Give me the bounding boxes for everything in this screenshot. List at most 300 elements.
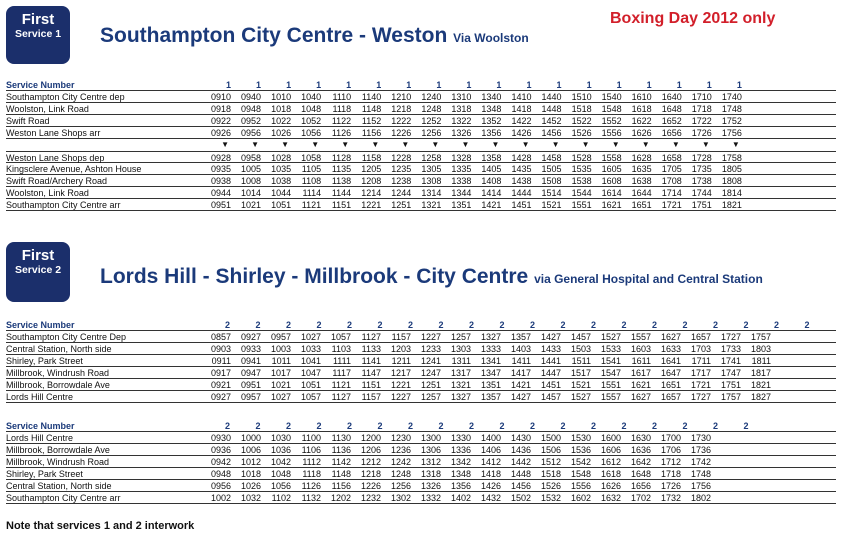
service-number: 1 bbox=[436, 80, 442, 90]
time-cell: 1338 bbox=[451, 176, 472, 186]
service-number: 2 bbox=[346, 421, 352, 431]
timetable-row bbox=[6, 91, 836, 103]
time-cell: 1558 bbox=[601, 153, 622, 163]
time-cell: 1111 bbox=[332, 356, 351, 366]
time-cell: 1317 bbox=[450, 368, 471, 378]
time-cell: 1048 bbox=[301, 104, 322, 114]
time-cell: 1158 bbox=[361, 153, 382, 163]
time-cell: 1138 bbox=[331, 176, 352, 186]
service-1-title bbox=[100, 24, 529, 48]
service-number: 2 bbox=[499, 421, 505, 431]
continues-arrow-icon: ▼ bbox=[251, 140, 260, 149]
stop-name: Lords Hill Centre bbox=[6, 392, 74, 402]
badge-service: Service 1 bbox=[14, 28, 62, 40]
time-cell: 1335 bbox=[451, 164, 472, 174]
time-cell: 0911 bbox=[211, 356, 231, 366]
time-cell: 1430 bbox=[510, 433, 531, 443]
time-cell: 1256 bbox=[421, 128, 442, 138]
time-cell: 1010 bbox=[271, 92, 292, 102]
service-number: 2 bbox=[499, 320, 505, 330]
service-number: 2 bbox=[316, 421, 322, 431]
time-cell: 1028 bbox=[271, 153, 292, 163]
time-cell: 0918 bbox=[210, 104, 231, 114]
service-number: 2 bbox=[346, 320, 352, 330]
time-cell: 1211 bbox=[391, 356, 411, 366]
time-cell: 1411 bbox=[511, 356, 531, 366]
time-cell: 1630 bbox=[630, 433, 651, 443]
time-cell: 1132 bbox=[301, 493, 321, 503]
time-cell: 1052 bbox=[301, 116, 322, 126]
service-number: 2 bbox=[468, 320, 474, 330]
stop-name: Southampton City Centre arr bbox=[6, 493, 121, 503]
time-cell: 1611 bbox=[631, 356, 651, 366]
service-number: 2 bbox=[743, 320, 749, 330]
timetable-row bbox=[6, 367, 836, 379]
time-cell: 1152 bbox=[361, 116, 382, 126]
time-cell: 1327 bbox=[450, 392, 471, 402]
time-cell: 1602 bbox=[570, 493, 591, 503]
time-cell: 1518 bbox=[540, 469, 561, 479]
time-cell: 1306 bbox=[420, 445, 441, 455]
time-cell: 1736 bbox=[690, 445, 711, 455]
timetable-row bbox=[6, 432, 836, 444]
time-cell: 0951 bbox=[210, 200, 231, 210]
time-cell: 1751 bbox=[720, 380, 741, 390]
time-cell: 1402 bbox=[450, 493, 471, 503]
service-number: 2 bbox=[407, 320, 413, 330]
time-cell: 1648 bbox=[661, 104, 682, 114]
time-cell: 0957 bbox=[240, 392, 261, 402]
time-cell: 1538 bbox=[571, 176, 592, 186]
service-number: 2 bbox=[773, 320, 779, 330]
badge-service: Service 2 bbox=[14, 264, 62, 276]
time-cell: 1000 bbox=[240, 433, 261, 443]
time-cell: 1421 bbox=[510, 380, 531, 390]
time-cell: 1217 bbox=[390, 368, 411, 378]
service-1-timetable bbox=[6, 79, 836, 211]
time-cell: 1522 bbox=[571, 116, 592, 126]
time-cell: 1726 bbox=[691, 128, 712, 138]
time-cell: 1021 bbox=[270, 380, 291, 390]
service-2-timetable-return bbox=[6, 420, 836, 504]
service-number: 2 bbox=[377, 421, 383, 431]
time-cell: 1718 bbox=[691, 104, 712, 114]
time-cell: 1621 bbox=[601, 200, 622, 210]
time-cell: 1756 bbox=[690, 481, 711, 491]
stop-name: Swift Road bbox=[6, 116, 50, 126]
time-cell: 1636 bbox=[630, 445, 651, 455]
time-cell: 1805 bbox=[721, 164, 742, 174]
time-cell: 1742 bbox=[690, 457, 711, 467]
service-number: 2 bbox=[590, 320, 596, 330]
time-cell: 1551 bbox=[571, 200, 592, 210]
time-cell: 1156 bbox=[331, 481, 351, 491]
time-cell: 1017 bbox=[270, 368, 291, 378]
time-cell: 1528 bbox=[571, 153, 592, 163]
time-cell: 1018 bbox=[240, 469, 261, 479]
time-cell: 1308 bbox=[421, 176, 442, 186]
time-cell: 1321 bbox=[450, 380, 471, 390]
time-cell: 1732 bbox=[660, 493, 681, 503]
time-cell: 1505 bbox=[541, 164, 562, 174]
time-cell: 1206 bbox=[360, 445, 381, 455]
timetable-row bbox=[6, 115, 836, 127]
time-cell: 1027 bbox=[300, 332, 321, 342]
timetable-row bbox=[6, 331, 836, 343]
stop-name: Millbrook, Borrowdale Ave bbox=[6, 380, 110, 390]
continues-arrow-icon: ▼ bbox=[281, 140, 290, 149]
time-cell: 1051 bbox=[300, 380, 321, 390]
time-cell: 1821 bbox=[721, 200, 742, 210]
time-cell: 1535 bbox=[571, 164, 592, 174]
time-cell: 1727 bbox=[690, 392, 711, 402]
time-cell: 1705 bbox=[661, 164, 682, 174]
time-cell: 1621 bbox=[630, 380, 651, 390]
time-cell: 1230 bbox=[390, 433, 411, 443]
time-cell: 1102 bbox=[271, 493, 291, 503]
time-cell: 1056 bbox=[301, 128, 322, 138]
time-cell: 1628 bbox=[631, 153, 652, 163]
time-cell: 1326 bbox=[451, 128, 472, 138]
continues-arrow-icon: ▼ bbox=[401, 140, 410, 149]
time-cell: 1326 bbox=[420, 481, 441, 491]
time-cell: 1451 bbox=[511, 200, 532, 210]
time-cell: 1512 bbox=[540, 457, 561, 467]
service-number: 1 bbox=[736, 80, 742, 90]
time-cell: 1032 bbox=[240, 493, 261, 503]
time-cell: 1728 bbox=[691, 153, 712, 163]
time-cell: 1328 bbox=[451, 153, 472, 163]
time-cell: 1722 bbox=[691, 116, 712, 126]
service-number: 2 bbox=[407, 421, 413, 431]
time-cell: 1521 bbox=[570, 380, 591, 390]
service-number: 2 bbox=[255, 320, 261, 330]
time-cell: 1417 bbox=[510, 368, 531, 378]
time-cell: 1657 bbox=[660, 392, 681, 402]
time-cell: 1005 bbox=[241, 164, 262, 174]
time-cell: 1803 bbox=[750, 344, 771, 354]
timetable-row bbox=[6, 127, 836, 139]
time-cell: 1811 bbox=[751, 356, 771, 366]
time-cell: 1700 bbox=[660, 433, 681, 443]
time-cell: 0933 bbox=[240, 344, 261, 354]
time-cell: 1156 bbox=[361, 128, 382, 138]
service-number: 2 bbox=[560, 421, 566, 431]
time-cell: 1106 bbox=[301, 445, 321, 455]
time-cell: 1126 bbox=[301, 481, 321, 491]
time-cell: 1205 bbox=[361, 164, 382, 174]
time-cell: 1318 bbox=[451, 104, 472, 114]
time-cell: 1051 bbox=[271, 200, 292, 210]
time-cell: 1302 bbox=[390, 493, 411, 503]
time-cell: 0922 bbox=[210, 116, 231, 126]
time-cell: 1751 bbox=[691, 200, 712, 210]
time-cell: 1748 bbox=[721, 104, 742, 114]
continues-arrow-icon: ▼ bbox=[371, 140, 380, 149]
time-cell: 1603 bbox=[630, 344, 651, 354]
time-cell: 1657 bbox=[690, 332, 711, 342]
time-cell: 1632 bbox=[600, 493, 621, 503]
time-cell: 1544 bbox=[571, 188, 592, 198]
service-number: 2 bbox=[712, 320, 718, 330]
service-number: 1 bbox=[406, 80, 412, 90]
service-2-badge bbox=[6, 242, 70, 302]
time-cell: 1821 bbox=[750, 380, 771, 390]
time-cell: 1406 bbox=[480, 445, 501, 455]
time-cell: 1618 bbox=[600, 469, 621, 479]
time-cell: 1444 bbox=[511, 188, 532, 198]
time-cell: 1244 bbox=[391, 188, 412, 198]
continues-arrow-icon: ▼ bbox=[581, 140, 590, 149]
time-cell: 1644 bbox=[631, 188, 652, 198]
service-1-title-via: Via Woolston bbox=[453, 31, 529, 45]
time-cell: 1214 bbox=[361, 188, 382, 198]
time-cell: 1533 bbox=[600, 344, 621, 354]
time-cell: 1521 bbox=[541, 200, 562, 210]
service-number: 2 bbox=[438, 320, 444, 330]
time-cell: 1022 bbox=[271, 116, 292, 126]
time-cell: 0936 bbox=[210, 445, 231, 455]
time-cell: 1648 bbox=[630, 469, 651, 479]
continues-arrow-icon: ▼ bbox=[671, 140, 680, 149]
time-cell: 1605 bbox=[601, 164, 622, 174]
time-cell: 1311 bbox=[451, 356, 471, 366]
timetable-row bbox=[6, 444, 836, 456]
time-cell: 1356 bbox=[450, 481, 471, 491]
service-number: 2 bbox=[224, 421, 230, 431]
time-cell: 1357 bbox=[480, 392, 501, 402]
service-number: 1 bbox=[256, 80, 262, 90]
time-cell: 1547 bbox=[600, 368, 621, 378]
time-cell: 1057 bbox=[300, 392, 321, 402]
continues-arrow-icon: ▼ bbox=[431, 140, 440, 149]
time-cell: 1241 bbox=[420, 356, 441, 366]
time-cell: 1208 bbox=[361, 176, 382, 186]
time-cell: 1548 bbox=[570, 469, 591, 479]
time-cell: 1508 bbox=[541, 176, 562, 186]
time-cell: 1157 bbox=[391, 332, 411, 342]
time-cell: 1541 bbox=[600, 356, 621, 366]
time-cell: 1540 bbox=[601, 92, 622, 102]
time-cell: 1103 bbox=[331, 344, 351, 354]
time-cell: 1527 bbox=[570, 392, 591, 402]
time-cell: 1414 bbox=[481, 188, 502, 198]
time-cell: 1651 bbox=[660, 380, 681, 390]
time-cell: 1428 bbox=[511, 153, 532, 163]
service-number: 2 bbox=[743, 421, 749, 431]
time-cell: 1235 bbox=[391, 164, 412, 174]
time-cell: 1711 bbox=[691, 356, 711, 366]
time-cell: 0910 bbox=[210, 92, 231, 102]
time-cell: 1808 bbox=[721, 176, 742, 186]
time-cell: 0857 bbox=[210, 332, 231, 342]
time-cell: 1058 bbox=[301, 153, 322, 163]
time-cell: 1312 bbox=[420, 457, 441, 467]
time-cell: 1457 bbox=[540, 392, 561, 402]
time-cell: 1451 bbox=[540, 380, 561, 390]
time-cell: 1340 bbox=[481, 92, 502, 102]
timetable-row bbox=[6, 175, 836, 187]
stop-name: Service Number bbox=[6, 80, 75, 90]
time-cell: 1322 bbox=[451, 116, 472, 126]
time-cell: 1157 bbox=[361, 392, 381, 402]
stop-name: Woolston, Link Road bbox=[6, 188, 89, 198]
time-cell: 1256 bbox=[390, 481, 411, 491]
time-cell: 1300 bbox=[420, 433, 441, 443]
time-cell: 1108 bbox=[301, 176, 322, 186]
service-number: 1 bbox=[526, 80, 532, 90]
time-cell: 1021 bbox=[241, 200, 262, 210]
continues-arrow-icon: ▼ bbox=[221, 140, 229, 149]
time-cell: 1556 bbox=[570, 481, 591, 491]
time-cell: 1248 bbox=[421, 104, 442, 114]
time-cell: 0941 bbox=[240, 356, 261, 366]
service-number: 1 bbox=[676, 80, 682, 90]
time-cell: 1033 bbox=[300, 344, 321, 354]
time-cell: 1040 bbox=[301, 92, 322, 102]
time-cell: 1733 bbox=[720, 344, 741, 354]
time-cell: 1117 bbox=[332, 368, 351, 378]
time-cell: 1614 bbox=[601, 188, 622, 198]
time-cell: 1408 bbox=[481, 176, 502, 186]
time-cell: 1027 bbox=[270, 392, 291, 402]
time-cell: 0958 bbox=[241, 153, 262, 163]
time-cell: 1403 bbox=[510, 344, 531, 354]
time-cell: 0948 bbox=[241, 104, 262, 114]
time-cell: 1112 bbox=[302, 457, 321, 467]
time-cell: 1251 bbox=[391, 200, 412, 210]
time-cell: 1341 bbox=[480, 356, 501, 366]
time-cell: 1327 bbox=[480, 332, 501, 342]
service-number: 2 bbox=[621, 421, 627, 431]
time-cell: 1433 bbox=[540, 344, 561, 354]
time-cell: 1418 bbox=[480, 469, 501, 479]
time-cell: 1514 bbox=[541, 188, 562, 198]
continues-arrow-icon: ▼ bbox=[551, 140, 560, 149]
time-cell: 1140 bbox=[361, 92, 382, 102]
service-number: 2 bbox=[804, 320, 810, 330]
service-number-row bbox=[6, 79, 836, 91]
time-cell: 1003 bbox=[270, 344, 291, 354]
continues-arrow-icon: ▼ bbox=[341, 140, 350, 149]
timetable-row bbox=[6, 379, 836, 391]
continues-arrow-icon: ▼ bbox=[731, 140, 740, 149]
time-cell: 1036 bbox=[270, 445, 291, 455]
time-cell: 1357 bbox=[510, 332, 531, 342]
time-cell: 1708 bbox=[661, 176, 682, 186]
time-cell: 1740 bbox=[721, 92, 742, 102]
time-cell: 1638 bbox=[631, 176, 652, 186]
service-2-title bbox=[100, 265, 763, 289]
time-cell: 1656 bbox=[661, 128, 682, 138]
time-cell: 1006 bbox=[240, 445, 261, 455]
time-cell: 1506 bbox=[540, 445, 561, 455]
time-cell: 1757 bbox=[750, 332, 771, 342]
timetable-row bbox=[6, 151, 836, 163]
service-number: 1 bbox=[316, 80, 322, 90]
time-cell: 1827 bbox=[750, 392, 771, 402]
time-cell: 1352 bbox=[481, 116, 502, 126]
time-cell: 1658 bbox=[661, 153, 682, 163]
service-number: 1 bbox=[346, 80, 352, 90]
stop-name: Service Number bbox=[6, 421, 75, 431]
service-number: 1 bbox=[616, 80, 622, 90]
time-cell: 1426 bbox=[511, 128, 532, 138]
time-cell: 1310 bbox=[451, 92, 472, 102]
timetable-row bbox=[6, 355, 836, 367]
time-cell: 1228 bbox=[391, 153, 412, 163]
time-cell: 1452 bbox=[541, 116, 562, 126]
time-cell: 1042 bbox=[270, 457, 291, 467]
time-cell: 1356 bbox=[481, 128, 502, 138]
stop-name: Kingsclere Avenue, Ashton House bbox=[6, 164, 142, 174]
time-cell: 1726 bbox=[660, 481, 681, 491]
time-cell: 1026 bbox=[240, 481, 261, 491]
time-cell: 1647 bbox=[660, 368, 681, 378]
service-number: 2 bbox=[682, 421, 688, 431]
time-cell: 1456 bbox=[541, 128, 562, 138]
time-cell: 1344 bbox=[451, 188, 472, 198]
service-number: 1 bbox=[286, 80, 292, 90]
service-number: 2 bbox=[560, 320, 566, 330]
time-cell: 1608 bbox=[601, 176, 622, 186]
time-cell: 0917 bbox=[210, 368, 231, 378]
time-cell: 1057 bbox=[330, 332, 351, 342]
time-cell: 1002 bbox=[210, 493, 231, 503]
arrow-row bbox=[6, 139, 836, 151]
time-cell: 1238 bbox=[391, 176, 412, 186]
time-cell: 1426 bbox=[480, 481, 501, 491]
time-cell: 1332 bbox=[420, 493, 441, 503]
time-cell: 1641 bbox=[660, 356, 681, 366]
time-cell: 0951 bbox=[240, 380, 261, 390]
time-cell: 1151 bbox=[331, 200, 352, 210]
time-cell: 1500 bbox=[540, 433, 561, 443]
service-number: 2 bbox=[377, 320, 383, 330]
time-cell: 1012 bbox=[240, 457, 261, 467]
time-cell: 1458 bbox=[541, 153, 562, 163]
time-cell: 1617 bbox=[630, 368, 651, 378]
time-cell: 1557 bbox=[600, 392, 621, 402]
time-cell: 1526 bbox=[540, 481, 561, 491]
time-cell: 1011 bbox=[271, 356, 291, 366]
time-cell: 1702 bbox=[630, 493, 651, 503]
service-number: 2 bbox=[438, 421, 444, 431]
time-cell: 1618 bbox=[631, 104, 652, 114]
service-number: 1 bbox=[225, 80, 231, 90]
time-cell: 1802 bbox=[690, 493, 711, 503]
time-cell: 1221 bbox=[390, 380, 411, 390]
time-cell: 1318 bbox=[420, 469, 441, 479]
boxing-day-notice: Boxing Day 2012 only bbox=[610, 10, 776, 27]
time-cell: 1448 bbox=[510, 469, 531, 479]
time-cell: 1442 bbox=[510, 457, 531, 467]
stop-name: Swift Road/Archery Road bbox=[6, 176, 108, 186]
time-cell: 1041 bbox=[300, 356, 321, 366]
time-cell: 1047 bbox=[300, 368, 321, 378]
time-cell: 1718 bbox=[660, 469, 681, 479]
time-cell: 1048 bbox=[270, 469, 291, 479]
time-cell: 1333 bbox=[480, 344, 501, 354]
service-number: 2 bbox=[285, 421, 291, 431]
time-cell: 1503 bbox=[570, 344, 591, 354]
service-number: 2 bbox=[468, 421, 474, 431]
time-cell: 1422 bbox=[511, 116, 532, 126]
time-cell: 1552 bbox=[601, 116, 622, 126]
time-cell: 1130 bbox=[331, 433, 351, 443]
time-cell: 1551 bbox=[600, 380, 621, 390]
time-cell: 1622 bbox=[631, 116, 652, 126]
